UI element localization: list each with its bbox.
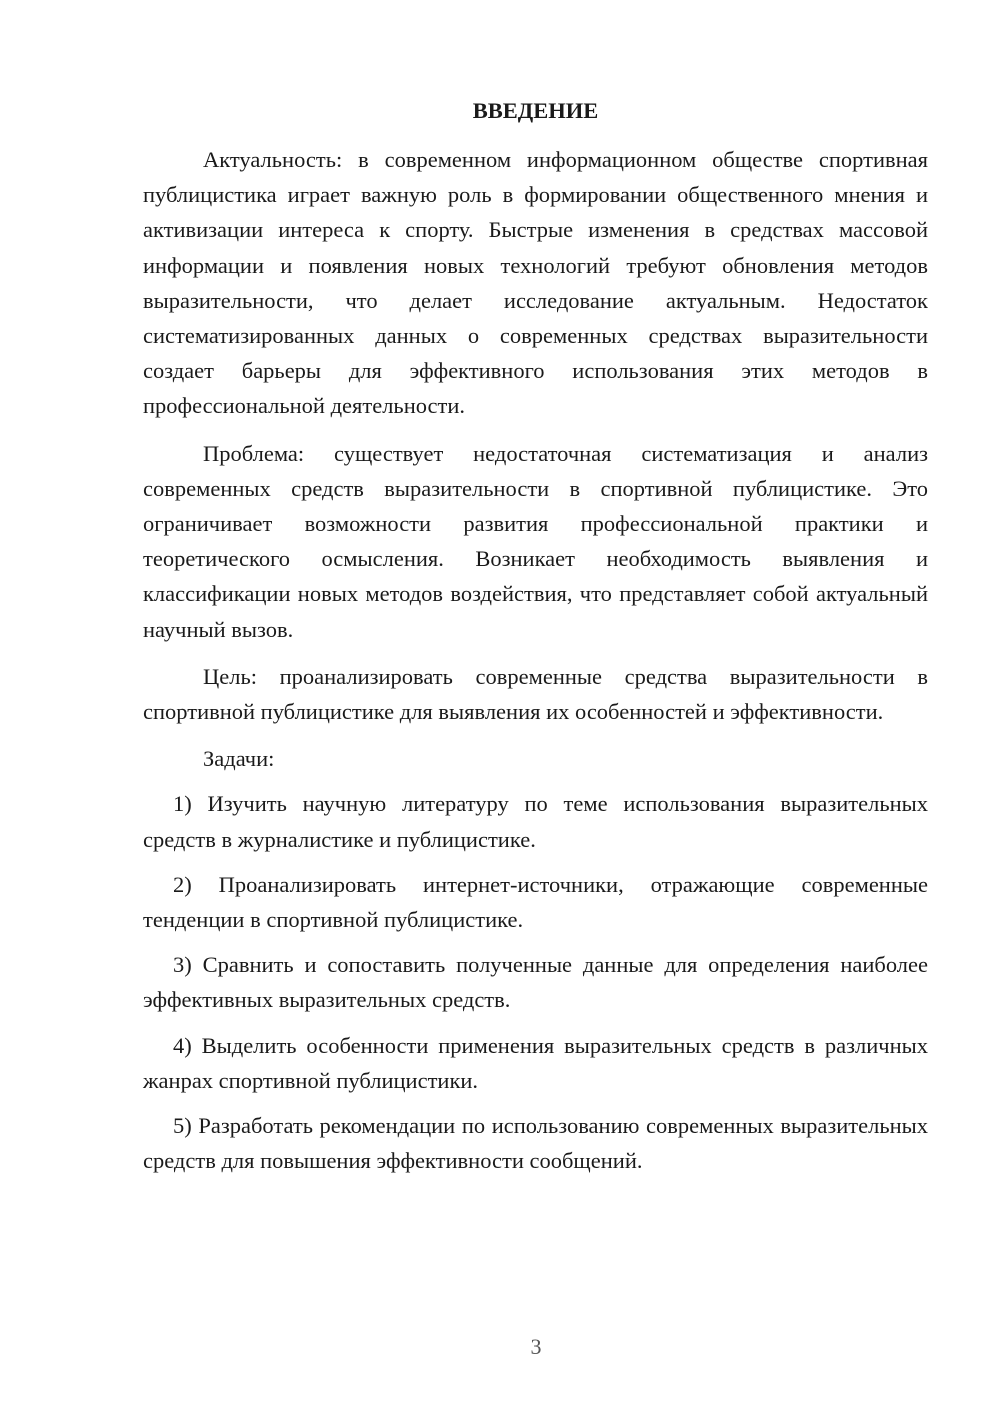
- paragraph-goal: Цель: проанализировать современные средства выразительности в спортивной публицистике для выявления их особенностей и эффективности.: [143, 663, 928, 725]
- task-item-2: 2) Проанализировать интернет-источники, отражающие современные тенденции в спортивной публицистике.: [143, 871, 928, 933]
- document-body: [143, 96, 928, 1188]
- tasks-label: Задачи:: [203, 746, 275, 772]
- section-title: ВВЕДЕНИЕ: [472, 98, 599, 123]
- task-item-1: 1) Изучить научную литературу по теме использования выразительных средств в журналистике и публицистике.: [143, 791, 928, 852]
- paragraph-problem: Проблема: существует недостаточная систематизация и анализ современных средств выразительности в спортивной публицистике. Это ограничивает возможности развития профессиональной практики и теоретического осмысления. Возникает необходимость выявления и классификации новых методов воздействия, что представляет собой актуальный научный вызов.: [143, 440, 928, 642]
- task-list: [143, 786, 928, 1178]
- page-number: 3: [530, 1334, 542, 1359]
- task-item-5: 5) Разработать рекомендации по использованию современных выразительных средств для повышения эффективности сообщений.: [143, 1113, 928, 1174]
- paragraph-relevance: Актуальность: в современном информационном обществе спортивная публицистика играет важную роль в формировании общественного мнения и активизации интереса к спорту. Быстрые изменения в средствах массовой информации и появления новых технологий требуют обновления методов выразительности, что делает исследование актуальным. Недостаток систематизированных данных о современных средствах выразительности создает барьеры для эффективного использования этих методов в профессиональной деятельности.: [143, 147, 928, 419]
- task-item-3: 3) Сравнить и сопоставить полученные данные для определения наиболее эффективных выразительных средств.: [143, 952, 928, 1013]
- task-item-4: 4) Выделить особенности применения выразительных средств в различных жанрах спортивной публицистики.: [143, 1032, 928, 1093]
